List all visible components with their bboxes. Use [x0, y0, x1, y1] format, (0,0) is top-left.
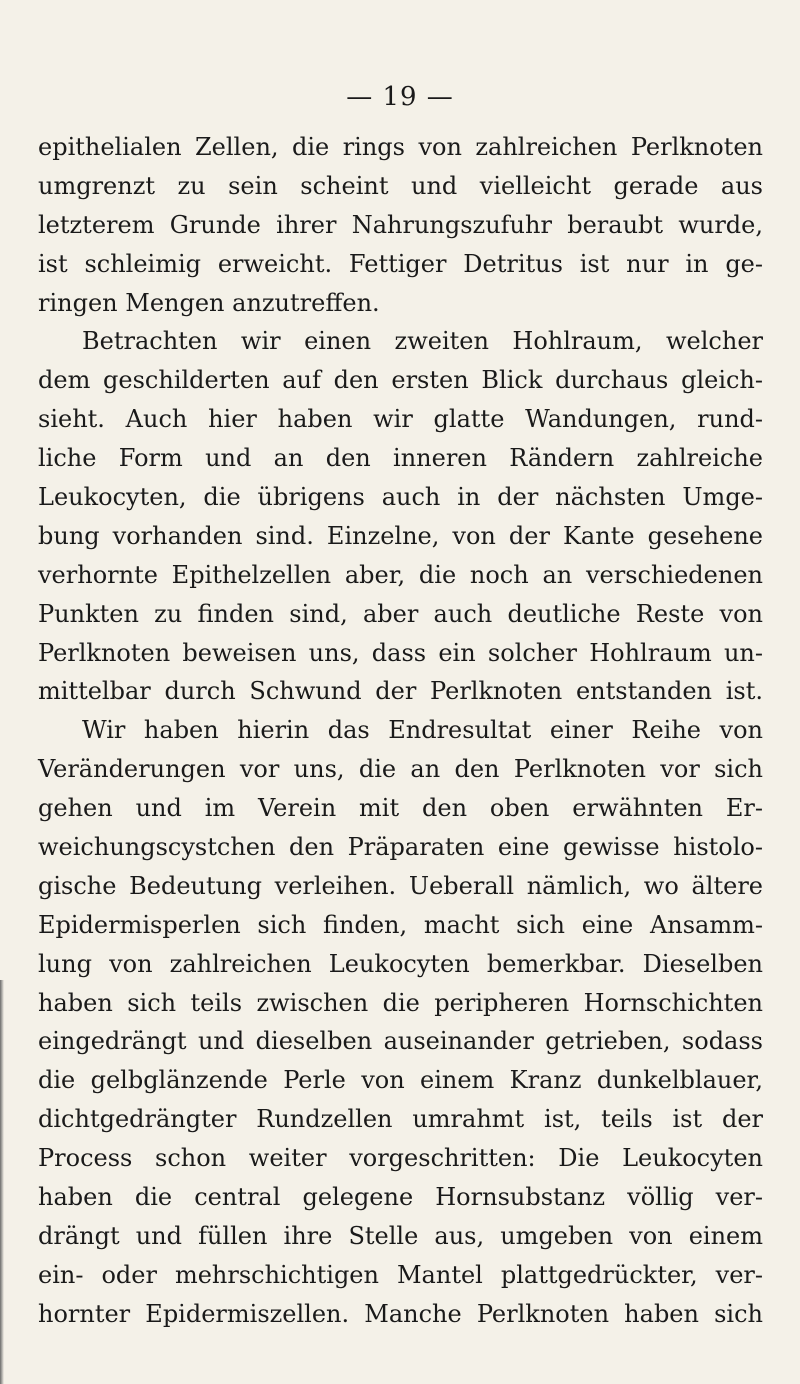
text-line: Betrachten wir einen zweiten Hohlraum, welcher — [82, 327, 763, 356]
text-line: dem geschilderten auf den ersten Blick durchaus gleich- — [38, 366, 763, 395]
text-line: liche Form und an den inneren Rändern zahlreiche — [38, 444, 763, 473]
text-line: Process schon weiter vorgeschritten: Die Leukocyten — [38, 1144, 763, 1173]
page-number: — 19 — — [346, 82, 454, 112]
body-text — [38, 128, 763, 1334]
text-line: umgrenzt zu sein scheint und vielleicht gerade aus — [38, 171, 763, 200]
text-line: Veränderungen vor uns, die an den Perlknoten vor sich — [38, 755, 763, 784]
text-line: verhornte Epithelzellen aber, die noch an verschiedenen — [38, 560, 763, 589]
text-line: eingedrängt und dieselben auseinander getrieben, sodass — [38, 1027, 763, 1056]
text-line: gehen und im Verein mit den oben erwähnten Er- — [38, 794, 763, 823]
text-line: haben die central gelegene Hornsubstanz völlig ver- — [38, 1183, 763, 1212]
text-line: die gelbglänzende Perle von einem Kranz dunkelblauer, — [38, 1066, 763, 1095]
text-line: Perlknoten beweisen uns, dass ein solcher Hohlraum un- — [38, 638, 763, 667]
text-line: Wir haben hierin das Endresultat einer Reihe von — [82, 716, 763, 745]
text-line: gische Bedeutung verleihen. Ueberall nämlich, wo ältere — [38, 871, 763, 900]
text-line: lung von zahlreichen Leukocyten bemerkbar. Dieselben — [38, 949, 763, 978]
text-line: ringen Mengen anzutreffen. — [38, 288, 380, 317]
text-line: dichtgedrängter Rundzellen umrahmt ist, teils ist der — [38, 1105, 763, 1134]
page-edge-shadow — [0, 980, 4, 1384]
text-line: letzterem Grunde ihrer Nahrungszufuhr beraubt wurde, — [38, 210, 763, 239]
text-line: drängt und füllen ihre Stelle aus, umgeben von einem — [38, 1221, 763, 1250]
text-line: hornter Epidermiszellen. Manche Perlknoten haben sich — [38, 1299, 763, 1328]
text-line: ist schleimig erweicht. Fettiger Detritus ist nur in ge- — [38, 249, 763, 278]
text-line: Leukocyten, die übrigens auch in der nächsten Umge- — [38, 483, 763, 512]
text-line: bung vorhanden sind. Einzelne, von der Kante gesehene — [38, 521, 763, 550]
text-line: ein- oder mehrschichtigen Mantel plattgedrückter, ver- — [38, 1260, 763, 1289]
text-line: Punkten zu finden sind, aber auch deutliche Reste von — [38, 599, 763, 628]
text-line: weichungscystchen den Präparaten eine gewisse histolo- — [38, 833, 763, 862]
text-line: mittelbar durch Schwund der Perlknoten entstanden ist. — [38, 677, 763, 706]
text-line: Epidermisperlen sich finden, macht sich eine Ansamm- — [38, 910, 763, 939]
text-line: sieht. Auch hier haben wir glatte Wandungen, rund- — [38, 405, 763, 434]
text-line: epithelialen Zellen, die rings von zahlreichen Perlknoten — [38, 133, 763, 161]
text-line: haben sich teils zwischen die peripheren Hornschichten — [38, 988, 763, 1017]
